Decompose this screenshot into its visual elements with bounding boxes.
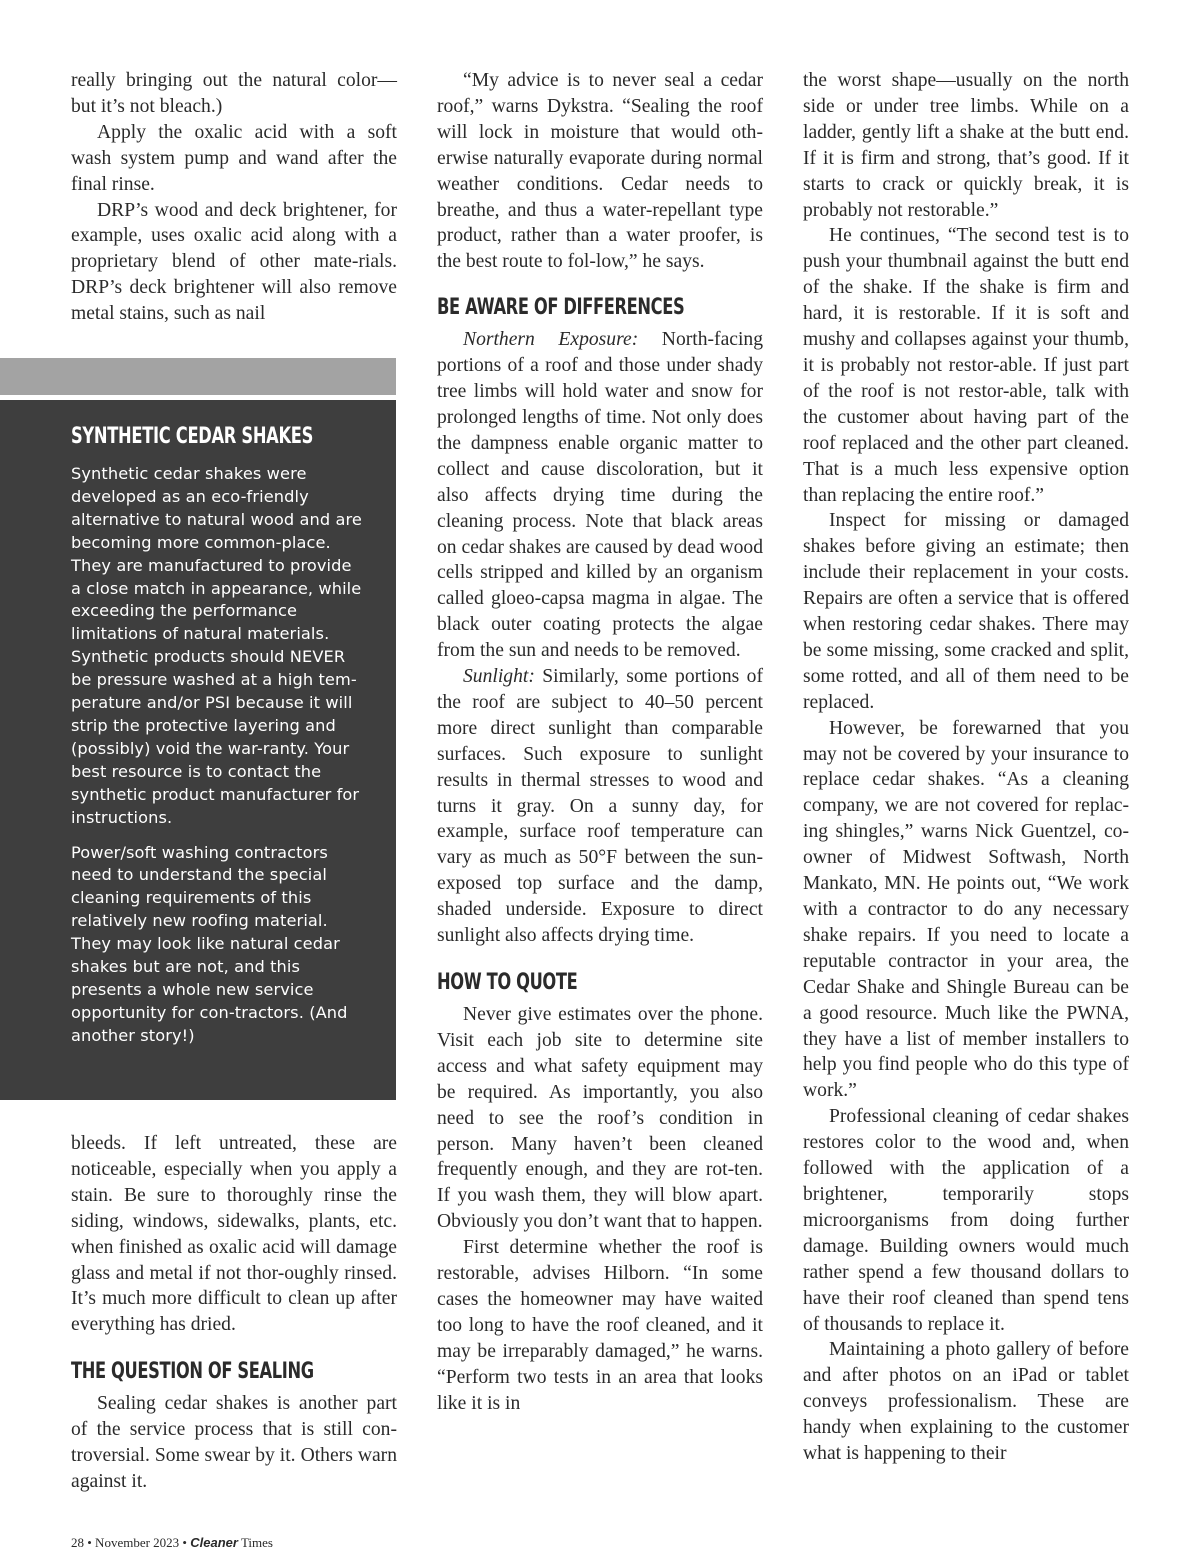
paragraph: Sealing cedar shakes is another part of the service process that is still con-troversial. Some swear by it. Others warn against it. <box>71 1393 397 1492</box>
column-1-top <box>71 68 397 327</box>
column-2 <box>437 68 763 1417</box>
paragraph: Never give estimates over the phone. Visit each job site to determine site access and what safety equipment may be required. As importantly, you also need to see the roof’s condition in person. Many haven’t been cleaned frequently enough, and they are rot-ten. If you wash them, they will blow apart. Obviously you don’t want that to happen. <box>437 1004 763 1233</box>
paragraph <box>437 327 763 664</box>
sidebar-header-band <box>0 358 396 395</box>
paragraph: really bringing out the natural color— but it’s not bleach.) <box>71 70 397 117</box>
paragraph <box>437 664 763 949</box>
footer-brand: Cleaner <box>190 1535 238 1550</box>
footer-brand-suffix: Times <box>237 1535 273 1550</box>
column-3 <box>803 68 1129 1467</box>
paragraph: “My advice is to never seal a cedar roof,” warns Dykstra. “Sealing the roof will lock in moisture that would oth-erwise naturally evaporate during normal weather conditions. Cedar needs to breathe, and thus a water-repellant type product, rather than a water proofer, is the best route to fol-low,” he says. <box>437 70 763 273</box>
paragraph: Professional cleaning of cedar shakes restores color to the wood and, when followed with the application of a brightener, temporarily stops microorganisms from doing further damage. Building owners would much rather spend a few thousand dollars to have their roof cleaned than spend tens of thousands to replace it. <box>803 1106 1129 1335</box>
paragraph: Maintaining a photo gallery of before and after photos on an iPad or tablet conveys professionalism. These are handy when explaining to the customer what is happening to their <box>803 1339 1129 1465</box>
paragraph: DRP’s wood and deck brightener, for example, uses oxalic acid along with a proprietary blend of other mate-rials. DRP’s deck brightener will also remove metal stains, such as nail <box>71 199 397 325</box>
sidebar-box <box>0 400 396 1100</box>
column-1-bottom <box>71 1131 397 1495</box>
section-heading: BE AWARE OF DIFFERENCES <box>437 295 685 321</box>
paragraph: However, be forewarned that you may not be covered by your insurance to replace cedar shakes. “As a cleaning company, we are not covered for replac-ing shingles,” warns Nick Guentzel, co-owner of Midwest Softwash, North Mankato, MN. He points out, “We work with a contractor to do any necessary shake repairs. If you need to locate a reputable contractor in your area, the Cedar Shake and Shingle Bureau can be a good resource. Much like the PWNA, they have a list of member installers to help you find people who do this type of work.” <box>803 717 1129 1102</box>
sidebar-paragraph: Power/soft washing contractors need to understand the special cleaning requirements of this relatively new roofing material. They may look like natural cedar shakes but are not, and this presents a whole new service opportunity for con-tractors. (And another story!) <box>71 842 348 1045</box>
paragraph: bleeds. If left untreated, these are noticeable, especially when you apply a stain. Be sure to thoroughly rinse the siding, windows, sidewalks, plants, etc. when finished as oxalic acid will damage glass and metal if not thor-oughly rinsed. It’s much more difficult to clean up after everything has dried. <box>71 1133 397 1336</box>
run-in-lead: Northern Exposure: <box>463 329 639 351</box>
page-footer <box>71 1535 273 1551</box>
sidebar-title: SYNTHETIC CEDAR SHAKES <box>71 424 314 449</box>
paragraph-text: North-facing portions of a roof and those under shady tree limbs will hold water and snow for prolonged lengths of time. Not only does the dampness enable organic matter to collect and cause discoloration, but it also affects drying time during the cleaning process. Note that black areas on cedar shakes are caused by dead wood cells stripped and killed by an organism called gloeo-capsa magma in algae. The black outer coating protects the algae from the sun and needs to be removed. <box>437 329 763 662</box>
paragraph: Inspect for missing or damaged shakes before giving an estimate; then include their replacement in your costs. Repairs are often a service that is offered when restoring cedar shakes. There may be some missing, some cracked and split, some rotted, and all of them need to be replaced. <box>803 510 1129 713</box>
sidebar-paragraph: Synthetic cedar shakes were developed as an eco-friendly alternative to natural wood and are becoming more common-place. They are manufactured to provide a close match in appearance, while exceeding the performance limitations of natural materials. Synthetic products should NEVER be pressure washed at a high tem-perature and/or PSI because it will strip the protective layering and (possibly) void the war-ranty. Your best resource is to contact the synthetic product manufacturer for instructions. <box>71 464 362 827</box>
paragraph: the worst shape—usually on the north side or under tree limbs. While on a ladder, gently lift a shake at the butt end. If it is firm and strong, that’s good. If it starts to crack or quickly break, it is probably not restorable.” <box>803 70 1129 221</box>
paragraph: First determine whether the roof is restorable, advises Hilborn. “In some cases the homeowner may have waited too long to have the roof cleaned, and it may be irreparably damaged,” he warns. “Perform two tests in an area that looks like it is in <box>437 1237 763 1414</box>
section-heading: HOW TO QUOTE <box>437 970 578 995</box>
paragraph: He continues, “The second test is to push your thumbnail against the butt end of the shake. If the shake is firm and hard, it is restorable. If it is soft and mushy and collapses against your thumb, it is probably not restor-able. If just part of the roof is not restor-able, talk with the customer about having part of the roof replaced and the other part cleaned. That is a much less expensive option than replacing the entire roof.” <box>803 225 1129 506</box>
paragraph-text: Similarly, some portions of the roof are subject to 40–50 percent more direct sunlight than comparable surfaces. Such exposure to sunlight results in thermal stresses to wood and turns it gray. On a sunny day, for example, surface roof temperature can vary as much as 50°F between the sun-exposed top surface and the damp, shaded underside. Exposure to direct sunlight also affects drying time. <box>437 666 763 947</box>
paragraph: Apply the oxalic acid with a soft wash system pump and wand after the final rinse. <box>71 121 397 195</box>
run-in-lead: Sunlight: <box>463 666 535 688</box>
section-heading: THE QUESTION OF SEALING <box>71 1359 314 1385</box>
footer-page-info: 28 • November 2023 • <box>71 1535 187 1550</box>
